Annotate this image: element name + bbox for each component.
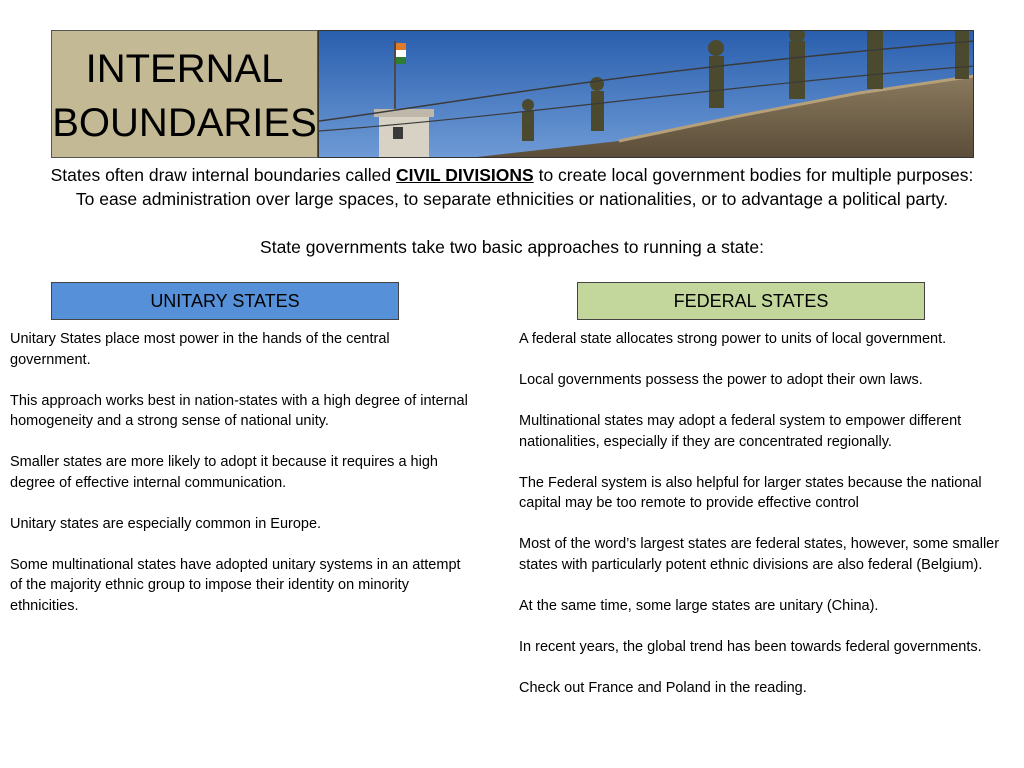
federal-paragraph: Multinational states may adopt a federal system to empower different nationalities, especially if they are concentrated regionally. — [519, 413, 962, 450]
intro-line-2: To ease administration over large spaces, to separate ethnicities or nationalities, or to advantage a political party. — [75, 189, 949, 209]
federal-paragraph: A federal state allocates strong power to units of local government. — [519, 331, 947, 347]
unitary-states-header: UNITARY STATES — [51, 282, 399, 320]
approaches-statement: State governments take two basic approaches to running a state: — [260, 237, 764, 257]
federal-paragraph: Most of the word’s largest states are federal states, however, some smaller states with particularly potent ethnic divisions are also federal (Belgium). — [519, 536, 1000, 573]
banner-image — [318, 30, 974, 158]
federal-paragraph: The Federal system is also helpful for larger states because the national capital may be too remote to provide effective control — [519, 474, 982, 511]
intro-line-1 — [0, 163, 1024, 187]
federal-paragraph: At the same time, some large states are unitary (China). — [519, 597, 879, 614]
title-line-1: INTERNAL — [85, 47, 284, 91]
unitary-paragraph: Some multinational states have adopted unitary systems in an attempt of the majority ethnic group to impose their identity on minority ethnicities. — [10, 556, 461, 614]
civil-divisions-keyword: CIVIL DIVISIONS — [395, 165, 534, 185]
title-line-2: BOUNDARIES — [52, 101, 317, 145]
unitary-paragraph: This approach works best in nation-states with a high degree of internal homogeneity and a strong sense of national unity. — [10, 392, 468, 429]
unitary-paragraph: Unitary States place most power in the hands of the central government. — [10, 331, 390, 368]
unitary-paragraph: Smaller states are more likely to adopt it because it requires a high degree of effective internal communication. — [10, 454, 438, 491]
page-title — [52, 42, 317, 150]
federal-states-header: FEDERAL STATES — [577, 282, 925, 320]
intro-text-after: to create local government bodies for multiple purposes: — [533, 165, 974, 185]
federal-paragraph: In recent years, the global trend has been towards federal governments. — [519, 638, 982, 655]
unitary-states-column — [10, 329, 470, 637]
federal-states-column — [519, 329, 1019, 719]
intro-text-before: States often draw internal boundaries called — [50, 165, 396, 185]
unitary-paragraph: Unitary states are especially common in Europe. — [10, 515, 322, 532]
title-box — [51, 30, 318, 158]
federal-paragraph: Check out France and Poland in the reading. — [519, 679, 807, 696]
federal-paragraph: Local governments possess the power to adopt their own laws. — [519, 372, 923, 388]
intro-paragraph — [0, 163, 1024, 211]
